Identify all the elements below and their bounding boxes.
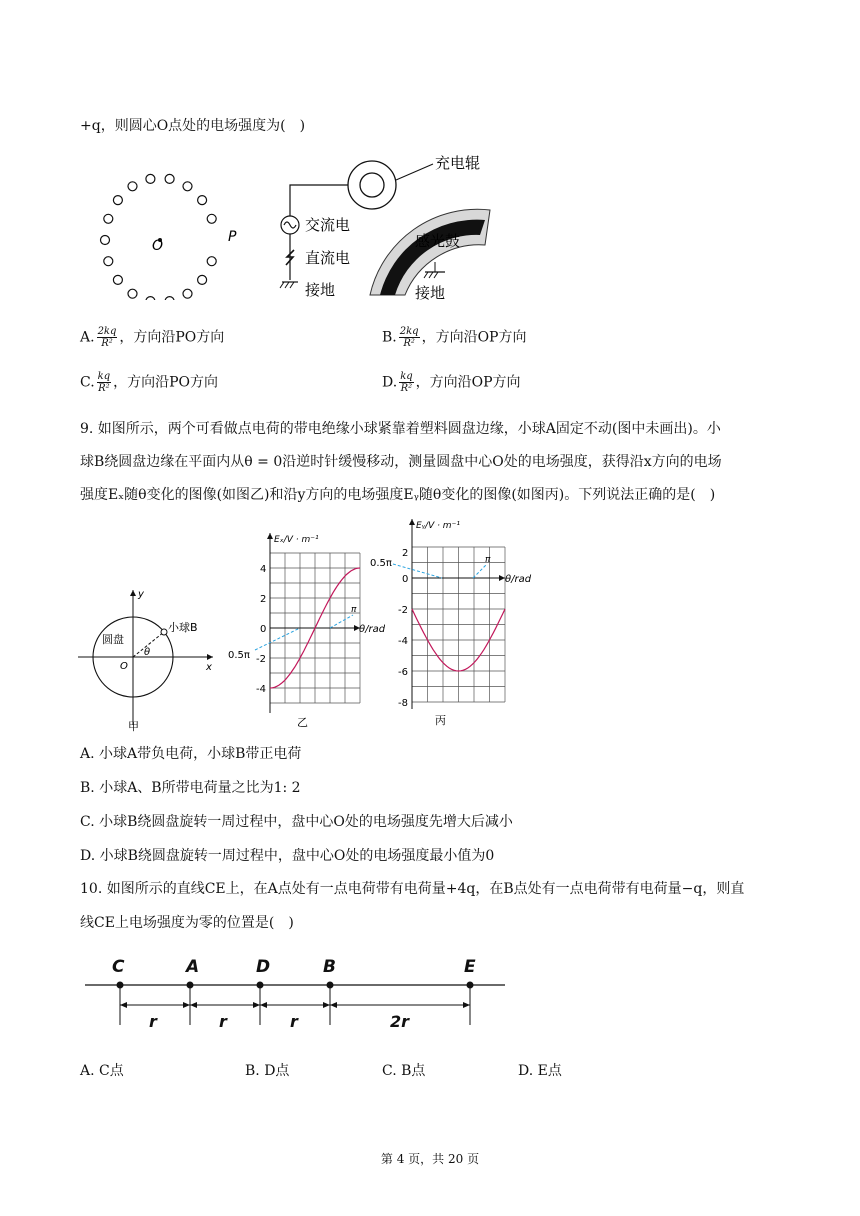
svg-text:-6: -6 bbox=[398, 667, 408, 678]
figure-yi-chart bbox=[225, 528, 385, 743]
q8-option-b[interactable]: B. $\frac{2kq}{\text{R²}}$ ，方向沿OP方向 bbox=[382, 326, 527, 349]
svg-text:2: 2 bbox=[260, 594, 267, 605]
roller-label: 充电辊 bbox=[435, 154, 481, 172]
q10-option-d[interactable]: D. E点 bbox=[518, 1063, 562, 1079]
figure-jia bbox=[78, 585, 218, 735]
ball-b-label: 小球B bbox=[168, 621, 198, 634]
yi-ylabel: Eₓ/V · m⁻¹ bbox=[274, 535, 319, 545]
svg-text:4: 4 bbox=[260, 564, 267, 575]
ring-charge bbox=[198, 275, 207, 284]
figure-yi-caption: 乙 bbox=[297, 716, 308, 729]
svg-text:O: O bbox=[120, 661, 128, 672]
q10-option-a[interactable]: A. C点 bbox=[80, 1063, 124, 1079]
point-e-label: E bbox=[464, 957, 476, 977]
figure-bing-chart bbox=[365, 514, 540, 729]
svg-text:π: π bbox=[485, 555, 491, 565]
svg-text:-4: -4 bbox=[398, 636, 408, 647]
drum-label: 感光鼓 bbox=[415, 232, 461, 250]
q9-option-a[interactable]: A. 小球A带负电荷，小球B带正电荷 bbox=[80, 746, 302, 762]
q10-option-b[interactable]: B. D点 bbox=[245, 1063, 290, 1079]
ring-charge bbox=[207, 214, 216, 223]
svg-text:r: r bbox=[219, 1012, 227, 1031]
svg-text:r: r bbox=[149, 1012, 157, 1031]
ring-charge bbox=[183, 182, 192, 191]
ring-charge bbox=[101, 236, 110, 245]
line-ce-figure bbox=[80, 950, 510, 1035]
ground-right-label: 接地 bbox=[415, 284, 446, 302]
point-b-label: B bbox=[323, 957, 336, 977]
dc-label: 直流电 bbox=[305, 249, 351, 267]
svg-text:0: 0 bbox=[402, 574, 409, 585]
svg-text:2r: 2r bbox=[390, 1012, 410, 1031]
ring-charge bbox=[165, 297, 174, 300]
svg-text:θ: θ bbox=[144, 647, 151, 658]
bing-xlabel: θ/rad bbox=[505, 574, 532, 585]
point-a-label: A bbox=[186, 957, 200, 977]
ring-charge bbox=[104, 214, 113, 223]
svg-text:y: y bbox=[138, 589, 144, 600]
figure-bing-caption: 丙 bbox=[435, 714, 446, 727]
svg-text:-4: -4 bbox=[256, 684, 266, 695]
disk-label: 圆盘 bbox=[102, 633, 124, 646]
ring-charge bbox=[113, 275, 122, 284]
ring-charge bbox=[146, 174, 155, 183]
ring-center-label: O bbox=[152, 238, 164, 254]
q8-option-c[interactable]: C. $\frac{kq}{\text{R²}}$ ，方向沿PO方向 bbox=[80, 371, 219, 394]
q9-option-c[interactable]: C. 小球B绕圆盘旋转一周过程中，盘中心O处的电场强度先增大后减小 bbox=[80, 814, 513, 830]
ring-charge bbox=[113, 196, 122, 205]
figure-jia-caption: 甲 bbox=[128, 720, 139, 733]
q8-stem-tail: +q，则圆心O点处的电场强度为( ) bbox=[80, 118, 306, 134]
q8-option-d[interactable]: D. $\frac{kq}{\text{R²}}$ ，方向沿OP方向 bbox=[382, 371, 521, 394]
point-d-label: D bbox=[256, 957, 271, 977]
q10-stem-line2: 线CE上电场强度为零的位置是( ) bbox=[80, 915, 294, 931]
svg-text:0.5π: 0.5π bbox=[370, 558, 392, 569]
ring-charge bbox=[146, 297, 155, 300]
ring-charge bbox=[128, 182, 137, 191]
q9-stem-line3: 强度Eₓ随θ变化的图像(如图乙)和沿y方向的电场强度Eᵧ随θ变化的图像(如图丙)。下列说法正确的是( ) bbox=[80, 487, 716, 503]
ring-charge bbox=[104, 257, 113, 266]
q10-option-c[interactable]: C. B点 bbox=[382, 1063, 426, 1079]
q9-stem-line2: 球B绕圆盘边缘在平面内从θ = 0沿逆时针缓慢移动，测量圆盘中心O处的电场强度，获得沿x方向的电场 bbox=[80, 454, 722, 470]
svg-text:2: 2 bbox=[402, 548, 409, 559]
charge-ring-figure bbox=[95, 165, 255, 300]
q10-stem-line1: 10. 如图所示的直线CE上，在A点处有一点电荷带有电荷量+4q，在B点处有一点电荷带有电荷量−q，则直 bbox=[80, 881, 745, 897]
q9-stem-line1: 9. 如图所示，两个可看做点电荷的带电绝缘小球紧靠着塑料圆盘边缘，小球A固定不动(图中未画出)。小 bbox=[80, 421, 721, 437]
q9-option-b[interactable]: B. 小球A、B所带电荷量之比为1: 2 bbox=[80, 780, 301, 796]
q8-option-a[interactable]: A. $\frac{2kq}{\text{R²}}$ ，方向沿PO方向 bbox=[80, 326, 225, 349]
point-c-label: C bbox=[112, 957, 125, 977]
svg-text:x: x bbox=[206, 662, 212, 673]
bing-ylabel: Eᵧ/V · m⁻¹ bbox=[416, 521, 460, 531]
ring-charge bbox=[165, 174, 174, 183]
ring-charge bbox=[128, 289, 137, 298]
ac-label: 交流电 bbox=[305, 216, 351, 234]
ring-point-label: P bbox=[228, 229, 237, 245]
svg-text:0.5π: 0.5π bbox=[228, 650, 250, 661]
yi-xlabel: θ/rad bbox=[359, 624, 385, 635]
printer-roller-figure bbox=[275, 150, 515, 305]
svg-text:-2: -2 bbox=[398, 605, 408, 616]
svg-text:π: π bbox=[351, 605, 357, 615]
svg-text:0: 0 bbox=[260, 624, 267, 635]
svg-text:-8: -8 bbox=[398, 698, 408, 709]
svg-text:r: r bbox=[290, 1012, 298, 1031]
ground-left-label: 接地 bbox=[305, 281, 336, 299]
q9-option-d[interactable]: D. 小球B绕圆盘旋转一周过程中，盘中心O处的电场强度最小值为0 bbox=[80, 848, 495, 864]
ring-charge bbox=[207, 257, 216, 266]
ring-charge bbox=[183, 289, 192, 298]
page-footer: 第 4 页，共 20 页 bbox=[380, 1152, 480, 1166]
ring-charge bbox=[198, 196, 207, 205]
svg-text:-2: -2 bbox=[256, 654, 266, 665]
